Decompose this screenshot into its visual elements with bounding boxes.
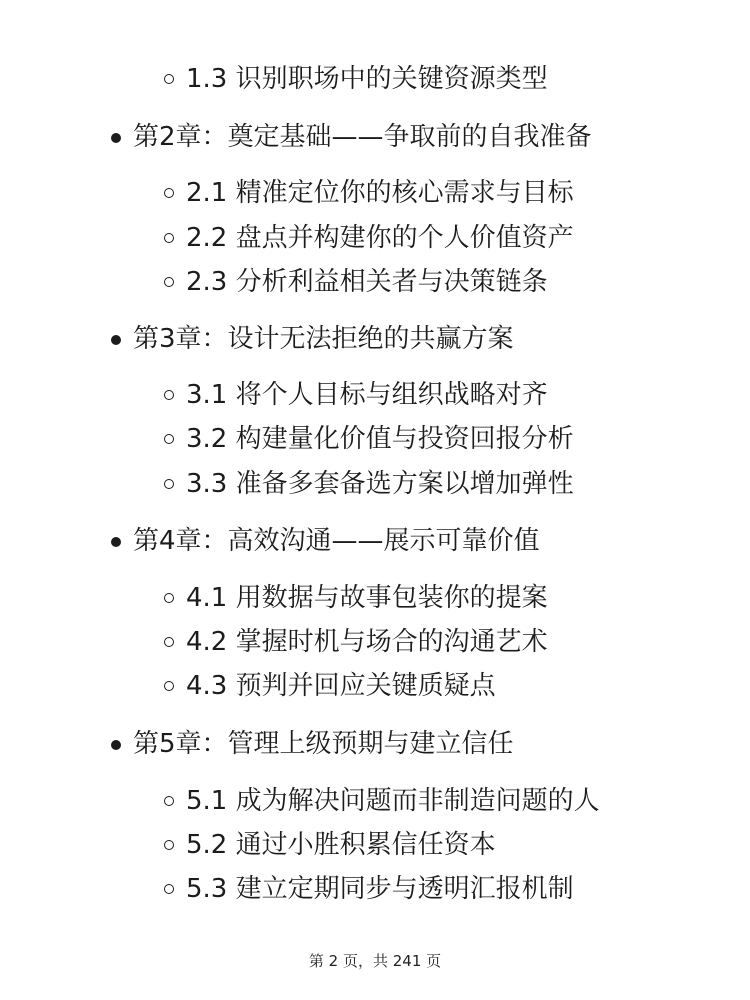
outline-item-text: 第3章：设计无法拒绝的共赢方案 — [133, 324, 514, 354]
filled-bullet-icon — [111, 740, 121, 750]
outline-item-text: 5.3 建立定期同步与透明汇报机制 — [186, 874, 574, 904]
footer-suffix: 页 — [426, 952, 442, 970]
hollow-bullet-icon — [164, 277, 174, 287]
hollow-bullet-icon — [164, 796, 174, 806]
filled-bullet-icon — [111, 335, 121, 345]
outline-item-text: 4.2 掌握时机与场合的沟通艺术 — [186, 627, 548, 657]
outline-item-text: 5.2 通过小胜积累信任资本 — [186, 830, 496, 860]
outline-item-text: 2.3 分析利益相关者与决策链条 — [186, 267, 548, 297]
outline-item-text: 第5章：管理上级预期与建立信任 — [133, 729, 514, 759]
hollow-bullet-icon — [164, 233, 174, 243]
filled-bullet-icon — [111, 537, 121, 547]
outline-section-item — [186, 221, 574, 255]
outline-item-text: 第2章：奠定基础——争取前的自我准备 — [133, 122, 592, 152]
outline-section-item — [186, 669, 496, 703]
footer-middle: 页，共 — [342, 952, 388, 970]
outline-item-text: 1.3 识别职场中的关键资源类型 — [186, 64, 548, 94]
hollow-bullet-icon — [164, 479, 174, 489]
footer-prefix: 第 — [308, 952, 324, 970]
hollow-bullet-icon — [164, 390, 174, 400]
outline-section-item — [186, 784, 600, 818]
hollow-bullet-icon — [164, 434, 174, 444]
hollow-bullet-icon — [164, 593, 174, 603]
outline-item-text: 5.1 成为解决问题而非制造问题的人 — [186, 786, 600, 816]
hollow-bullet-icon — [164, 74, 174, 84]
outline-section-item — [186, 625, 548, 659]
outline-section-item — [186, 422, 574, 456]
outline-section-item — [186, 828, 496, 862]
outline-item-text: 2.1 精准定位你的核心需求与目标 — [186, 178, 574, 208]
outline-section-item — [186, 872, 574, 906]
outline-section-item — [186, 265, 548, 299]
hollow-bullet-icon — [164, 840, 174, 850]
outline-chapter-item — [133, 120, 592, 154]
outline-item-text: 2.2 盘点并构建你的个人价值资产 — [186, 223, 574, 253]
outline-section-item — [186, 176, 574, 210]
filled-bullet-icon — [111, 133, 121, 143]
outline-chapter-item — [133, 524, 540, 558]
outline-chapter-item — [133, 727, 514, 761]
page-footer — [0, 951, 750, 971]
outline-item-text: 3.2 构建量化价值与投资回报分析 — [186, 424, 574, 454]
outline-item-text: 第4章：高效沟通——展示可靠价值 — [133, 526, 540, 556]
outline-section-item — [186, 62, 548, 96]
hollow-bullet-icon — [164, 637, 174, 647]
outline-item-text: 4.3 预判并回应关键质疑点 — [186, 671, 496, 701]
hollow-bullet-icon — [164, 188, 174, 198]
outline-section-item — [186, 378, 548, 412]
outline-item-text: 4.1 用数据与故事包装你的提案 — [186, 583, 548, 613]
outline-item-text: 3.1 将个人目标与组织战略对齐 — [186, 380, 548, 410]
current-page-number: 2 — [328, 952, 339, 970]
hollow-bullet-icon — [164, 681, 174, 691]
hollow-bullet-icon — [164, 884, 174, 894]
outline-section-item — [186, 581, 548, 615]
outline-chapter-item — [133, 322, 514, 356]
outline-item-text: 3.3 准备多套备选方案以增加弹性 — [186, 469, 574, 499]
outline-section-item — [186, 467, 574, 501]
total-page-count: 241 — [392, 952, 422, 970]
